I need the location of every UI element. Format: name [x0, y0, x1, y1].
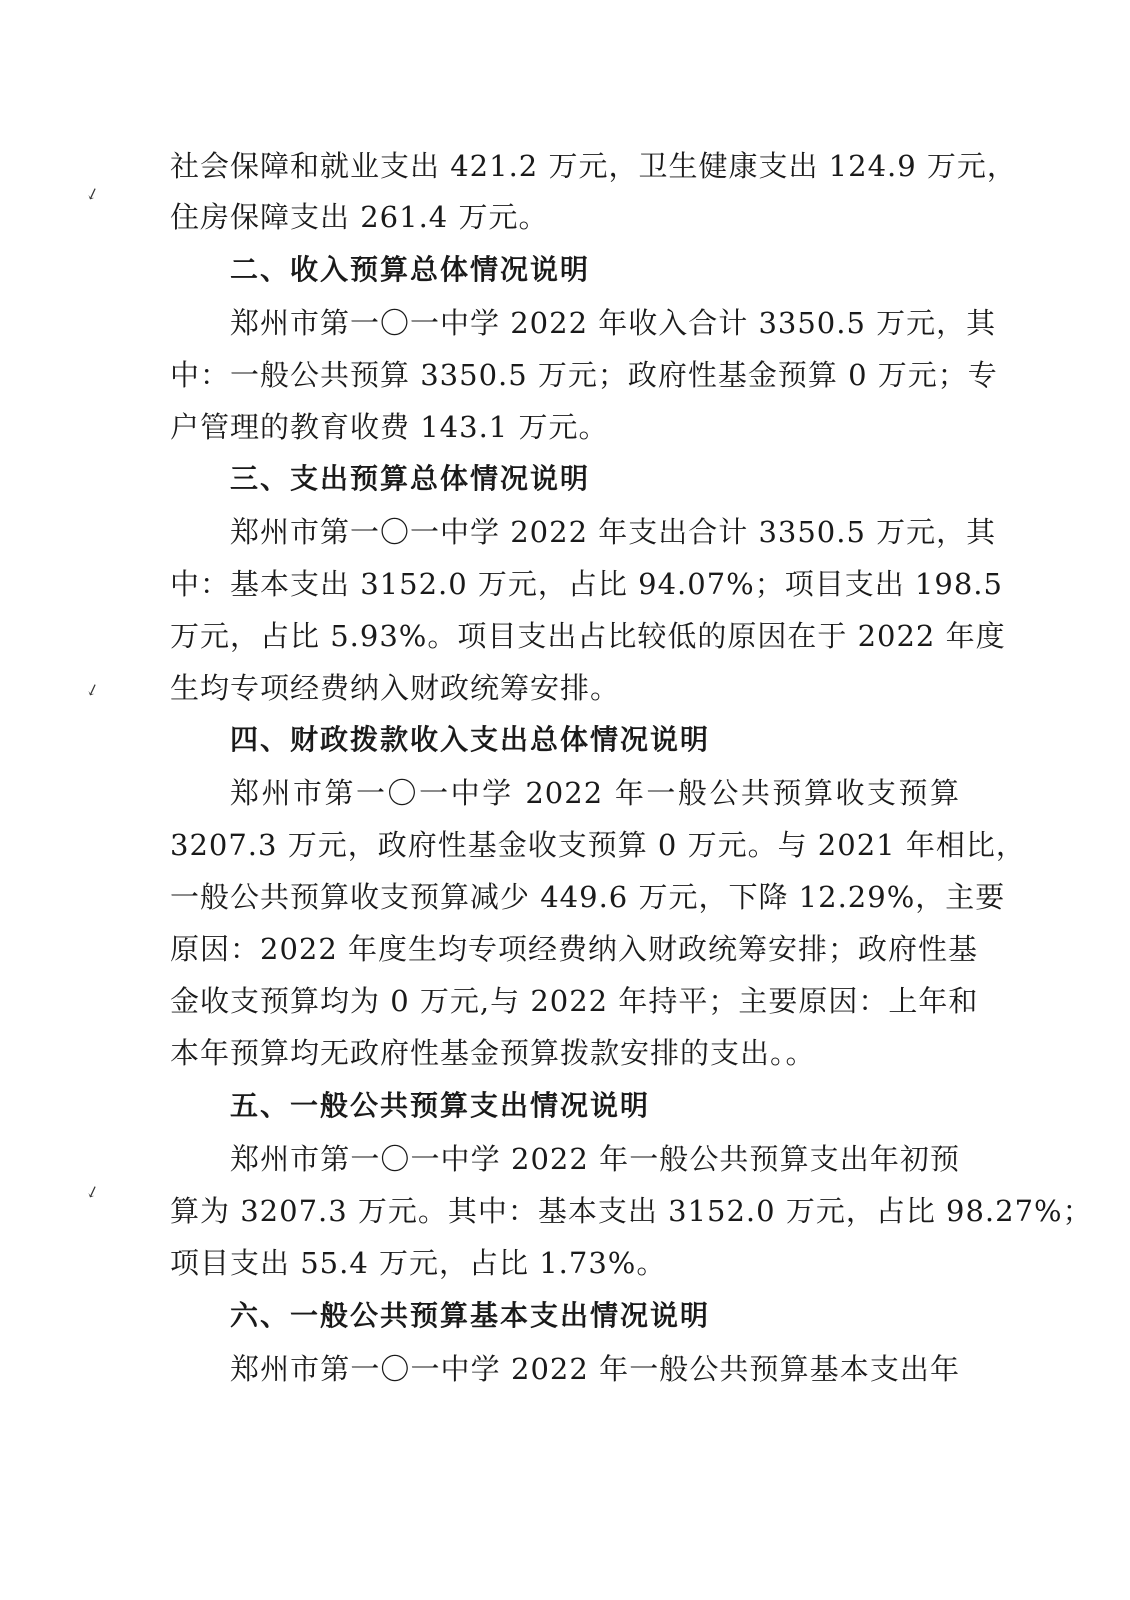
paragraph-line: 生均专项经费纳入财政统筹安排。: [170, 671, 621, 705]
paragraph-line: 项目支出 55.4 万元，占比 1.73%。: [170, 1246, 667, 1280]
section-heading: 三、支出预算总体情况说明: [230, 462, 591, 495]
paragraph-line: 郑州市第一〇一中学 2022 年一般公共预算收支预算: [230, 776, 960, 810]
section-heading: 六、一般公共预算基本支出情况说明: [230, 1299, 711, 1332]
paragraph-line: 本年预算均无政府性基金预算拨款安排的支出。。: [170, 1036, 816, 1070]
margin-tick-icon: ↙: [82, 1180, 103, 1203]
section-heading: 二、收入预算总体情况说明: [230, 253, 591, 286]
margin-tick-icon: ↙: [82, 678, 103, 701]
paragraph-line: 社会保障和就业支出 421.2 万元，卫生健康支出 124.9 万元，: [170, 149, 1017, 183]
paragraph-line: 万元，占比 5.93%。项目支出占比较低的原因在于 2022 年度: [170, 619, 1006, 653]
paragraph-line: 郑州市第一〇一中学 2022 年一般公共预算支出年初预: [230, 1142, 960, 1176]
paragraph-line: 算为 3207.3 万元。其中：基本支出 3152.0 万元，占比 98.27%；: [170, 1194, 1093, 1228]
paragraph-line: 郑州市第一〇一中学 2022 年一般公共预算基本支出年: [230, 1352, 960, 1386]
paragraph-line: 郑州市第一〇一中学 2022 年收入合计 3350.5 万元，其: [230, 306, 997, 340]
section-heading: 四、财政拨款收入支出总体情况说明: [230, 723, 711, 756]
paragraph-line: 中：一般公共预算 3350.5 万元；政府性基金预算 0 万元；专: [170, 358, 998, 392]
paragraph-line: 原因：2022 年度生均专项经费纳入财政统筹安排；政府性基: [170, 932, 979, 966]
paragraph-line: 3207.3 万元，政府性基金收支预算 0 万元。与 2021 年相比，: [170, 828, 1026, 862]
margin-tick-icon: ↙: [82, 182, 103, 205]
paragraph-line: 郑州市第一〇一中学 2022 年支出合计 3350.5 万元，其: [230, 515, 997, 549]
section-heading: 五、一般公共预算支出情况说明: [230, 1089, 651, 1122]
paragraph-line: 一般公共预算收支预算减少 449.6 万元，下降 12.29%，主要: [170, 880, 1006, 914]
paragraph-line: 中：基本支出 3152.0 万元，占比 94.07%；项目支出 198.5: [170, 567, 1003, 601]
paragraph-line: 住房保障支出 261.4 万元。: [170, 200, 549, 234]
paragraph-line: 户管理的教育收费 143.1 万元。: [170, 410, 609, 444]
paragraph-line: 金收支预算均为 0 万元,与 2022 年持平；主要原因：上年和: [170, 984, 979, 1018]
